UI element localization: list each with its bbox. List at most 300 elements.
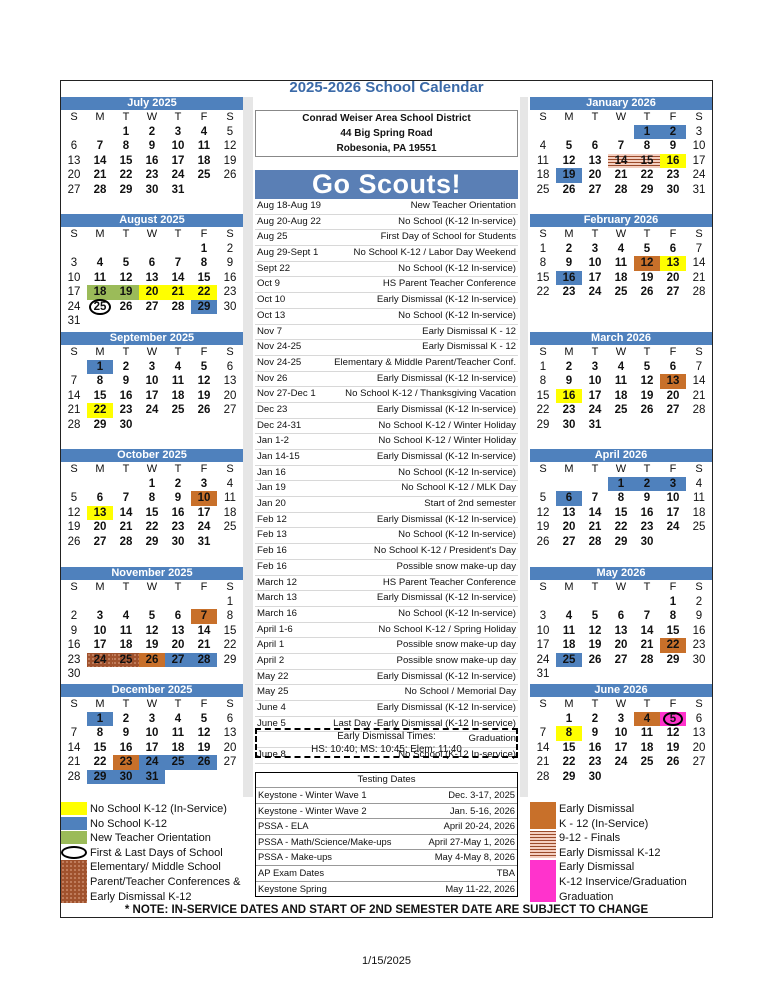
day-cell: 15 [666,624,680,637]
day-cell: 21 [692,389,706,402]
day-cell: 14 [67,389,81,402]
event-row [255,560,518,576]
week-row [61,741,243,756]
weekday-row [61,110,243,125]
weekday-label: F [200,698,208,710]
day-cell: 22 [145,521,159,533]
day-cell: 1 [565,712,573,725]
event-date: Nov 24-25 [257,341,302,353]
week-row [530,403,712,418]
day-cell: 21 [588,521,602,533]
month-header: July 2025 [61,97,243,110]
event-row [255,246,518,262]
event-desc: No School (K-12 In-service) [398,749,516,761]
day-cell: 11 [224,492,236,504]
day-cell: 30 [67,668,81,680]
day-cell: 20 [692,741,706,754]
day-cell: 19 [640,389,654,402]
day-cell: 18 [171,389,185,402]
day-cell [87,667,113,682]
weekday-label: W [146,463,158,475]
day-cell: 10 [588,375,602,387]
event-desc: Start of 2nd semester [424,498,516,510]
month-march-2026 [530,332,712,432]
weekday-label: T [643,463,651,475]
weekday-label: S [226,581,234,593]
week-row [530,506,712,521]
day-cell: 20 [588,169,602,181]
event-desc: Early Dismissal (K-12 In-service) [376,294,516,306]
week-row [61,712,243,727]
day-cell: 18 [119,639,133,651]
weekday-label: T [174,346,182,358]
day-cell: 15 [536,271,550,284]
day-cell: 9 [174,492,182,504]
day-cell: 28 [692,404,706,416]
day-cell: 31 [536,668,550,680]
day-cell: 6 [669,242,677,255]
day-cell [165,242,191,257]
weekday-label: S [226,698,234,710]
day-cell: 8 [226,610,234,622]
weekday-label: F [669,111,677,123]
weekday-label: T [643,346,651,358]
day-cell: 25 [640,756,654,768]
day-cell [556,125,582,140]
day-cell: 15 [119,154,133,167]
day-cell: 30 [692,653,706,666]
legend-item [61,860,251,904]
weekday-label: T [643,698,651,710]
day-cell: 22 [93,756,107,768]
day-cell: 21 [536,756,550,768]
test-name: PSSA - ELA [258,820,309,832]
weekday-label: T [174,228,182,240]
day-cell: 3 [148,360,156,373]
day-cell: 14 [692,257,706,269]
month-october-2025 [61,449,243,549]
day-cell: 7 [70,727,78,739]
day-cell: 14 [119,506,133,519]
day-cell [61,477,87,492]
event-desc: Elementary & Middle Parent/Teacher Conf. [334,356,516,368]
day-cell: 1 [669,595,677,608]
legend-swatch [61,802,87,815]
day-cell: 20 [666,271,680,284]
day-cell: 5 [200,712,208,725]
dismissal-heading: Early Dismissal Times: [337,731,436,742]
weekday-label: W [615,346,627,358]
day-cell: 5 [643,360,651,373]
day-cell: 15 [93,389,107,402]
weekday-label: T [122,463,130,475]
legend-label: Elementary/ Middle School Parent/Teacher Conferences & Early Dismissal K-12 [90,861,241,903]
day-cell: 5 [148,610,156,622]
month-header: June 2026 [530,684,712,697]
day-cell: 3 [660,477,686,492]
week-row [530,609,712,624]
event-row [255,230,518,246]
day-cell: 16 [640,506,654,519]
week-row [530,667,712,682]
day-cell: 5 [660,712,686,727]
week-row [530,741,712,756]
weekday-label: S [70,463,78,475]
day-cell: 6 [556,491,582,506]
day-cell: 21 [165,285,191,300]
weekday-label: F [200,463,208,475]
week-row [530,638,712,653]
event-desc: No School K-12 / Winter Holiday [378,435,516,447]
day-cell: 21 [67,756,81,768]
day-cell: 28 [640,653,654,666]
testing-row [256,803,517,819]
event-date: Nov 27-Dec 1 [257,388,316,400]
day-cell: 3 [70,257,78,269]
day-cell: 23 [666,169,680,181]
day-cell: 29 [145,535,159,548]
day-cell: 26 [666,756,680,768]
day-cell: 24 [692,169,706,181]
day-cell: 10 [191,491,217,506]
weekday-label: T [174,463,182,475]
weekday-label: T [174,111,182,123]
day-cell: 10 [588,257,602,269]
week-row [530,256,712,271]
day-cell: 14 [588,506,602,519]
day-cell: 30 [562,418,576,431]
week-row [530,712,712,727]
day-cell: 19 [197,741,211,754]
day-cell: 2 [634,477,660,492]
day-cell: 9 [695,610,703,622]
day-cell: 12 [634,256,660,271]
day-cell: 22 [640,169,654,181]
day-cell [660,770,686,785]
day-cell: 26 [67,535,81,548]
event-desc: No School K-12 / Winter Holiday [378,419,516,431]
day-cell: 13 [660,374,686,389]
event-date: Oct 13 [257,309,286,321]
weekday-label: W [615,228,627,240]
day-cell: 29 [562,770,576,783]
weekday-label: F [669,346,677,358]
day-cell: 23 [692,639,706,651]
weekday-label: S [539,581,547,593]
day-cell [87,314,113,329]
day-cell: 23 [145,169,159,181]
weekday-label: W [615,581,627,593]
event-row [255,654,518,670]
day-cell: 4 [634,712,660,727]
day-cell [608,770,634,785]
event-row [255,623,518,639]
day-cell [165,770,191,785]
day-cell: 2 [591,712,599,725]
weekday-label: M [564,346,574,358]
legend-swatch [530,831,556,858]
day-cell: 24 [197,521,211,533]
weekday-row [61,580,243,595]
event-row [255,450,518,466]
day-cell: 15 [614,506,628,519]
day-cell: 13 [171,624,185,637]
day-cell: 18 [562,639,576,651]
event-date: Jan 16 [257,466,286,478]
day-cell: 7 [591,492,599,504]
event-desc: No School K-12 / Labor Day Weekend [353,247,516,259]
week-row [61,154,243,169]
address-box [255,110,518,157]
day-cell: 20 [67,169,81,181]
weekday-label: T [643,228,651,240]
weekday-label: M [95,228,105,240]
weekday-label: F [200,581,208,593]
week-row [530,491,712,506]
day-cell: 9 [70,624,78,637]
week-row [61,595,243,610]
day-cell: 20 [666,389,680,402]
day-cell: 2 [660,125,686,140]
day-cell: 8 [617,492,625,504]
test-name: PSSA - Make-ups [258,851,332,863]
event-row [255,434,518,450]
week-row [530,360,712,375]
event-desc: Graduation [468,733,516,745]
weekday-label: T [591,463,599,475]
day-cell [217,418,243,433]
day-cell: 10 [692,140,706,152]
event-date: Feb 16 [257,545,287,557]
day-cell: 12 [588,624,602,637]
day-cell: 29 [93,418,107,431]
weekday-row [61,462,243,477]
district-street: 44 Big Spring Road [340,128,433,139]
day-cell: 28 [119,535,133,548]
week-row [61,609,243,624]
event-date: April 1 [257,639,285,651]
day-cell: 14 [608,154,634,169]
day-cell [686,770,712,785]
day-cell: 4 [226,477,234,490]
day-cell: 3 [695,125,703,138]
day-cell [139,418,165,433]
day-cell [191,770,217,785]
day-cell: 13 [660,256,686,271]
day-cell: 24 [588,404,602,416]
day-cell [139,242,165,257]
day-cell: 6 [617,610,625,622]
day-cell: 20 [223,741,237,754]
event-desc: Possible snow make-up day [396,654,516,666]
weekday-label: M [564,463,574,475]
event-date: Nov 7 [257,325,283,337]
week-row [61,755,243,770]
day-cell: 8 [148,492,156,504]
day-cell: 23 [640,521,654,533]
day-cell: 2 [148,125,156,138]
week-row [61,271,243,286]
district-info [255,110,518,157]
day-cell: 21 [197,639,211,651]
event-desc: Early Dismissal (K-12 In-service) [376,451,516,462]
day-cell: 12 [67,506,81,519]
weekday-label: S [539,463,547,475]
weekday-label: S [70,346,78,358]
day-cell: 23 [119,404,133,416]
day-cell [556,595,582,610]
event-row [255,701,518,717]
day-cell: 17 [171,154,185,167]
day-cell: 10 [171,140,185,152]
day-cell: 12 [562,154,576,167]
footer-date: 1/15/2025 [362,955,411,967]
day-cell: 9 [122,727,130,739]
day-cell: 14 [692,375,706,387]
day-cell: 3 [591,360,599,373]
day-cell: 12 [119,271,133,284]
day-cell: 20 [93,521,107,533]
day-cell: 20 [139,285,165,300]
event-date: May 22 [257,670,289,682]
week-row [530,624,712,639]
weekday-label: M [95,463,105,475]
day-cell: 25 [171,404,185,416]
day-cell [530,125,556,140]
week-row [61,535,243,550]
day-cell: 21 [67,404,81,416]
day-cell: 24 [139,755,165,770]
week-row [530,139,712,154]
event-row [255,591,518,607]
month-november-2025 [61,567,243,682]
day-cell [61,595,87,610]
day-cell: 15 [93,741,107,754]
legend-item [530,802,712,831]
weekday-label: S [695,111,703,123]
weekday-label: W [615,111,627,123]
legend-label: First & Last Days of School [90,846,223,859]
day-cell: 28 [588,535,602,548]
day-cell [113,477,139,492]
day-cell: 23 [588,756,602,768]
day-cell: 31 [171,183,185,196]
weekday-label: S [695,463,703,475]
weekday-label: F [669,698,677,710]
event-date: May 25 [257,686,289,698]
day-cell: 22 [119,169,133,181]
day-cell: 26 [119,300,133,313]
test-name: Keystone Spring [258,882,327,894]
events-list [255,199,518,764]
weekday-label: T [122,111,130,123]
day-cell: 19 [556,168,582,183]
event-row [255,356,518,372]
event-date: Nov 26 [257,372,288,384]
event-date: Feb 13 [257,529,287,541]
week-row [61,770,243,785]
event-date: Aug 29-Sept 1 [257,247,319,259]
day-cell [686,535,712,550]
day-cell: 28 [93,183,107,196]
week-row [530,520,712,535]
day-cell [191,595,217,610]
go-scouts-banner: Go Scouts! [255,170,518,199]
day-cell: 24 [171,169,185,181]
day-cell: 10 [614,727,628,739]
week-row [61,506,243,521]
day-cell: 31 [67,315,81,327]
weekday-label: F [669,581,677,593]
day-cell: 14 [93,154,107,167]
day-cell: 8 [96,727,104,739]
day-cell: 5 [70,492,78,504]
day-cell: 1 [539,242,547,255]
event-row [255,372,518,388]
weekday-label: S [226,111,234,123]
weekday-label: W [615,463,627,475]
day-cell: 28 [536,770,550,783]
day-cell [556,477,582,492]
day-cell: 24 [145,404,159,416]
day-cell: 9 [643,492,651,504]
page-title: 2025-2026 School Calendar [289,79,484,96]
day-cell: 27 [165,653,191,668]
day-cell: 9 [148,140,156,152]
day-cell: 12 [640,375,654,387]
day-cell: 13 [614,624,628,637]
right-divider [520,97,528,797]
week-row [61,667,243,682]
legend-left [61,802,251,904]
day-cell [582,125,608,140]
day-cell: 4 [565,610,573,622]
event-date: Oct 9 [257,278,280,290]
day-cell: 17 [588,389,602,402]
day-cell: 2 [122,360,130,373]
test-dates: April 27-May 1, 2026 [428,835,515,847]
day-cell: 17 [614,741,628,754]
day-cell: 12 [536,506,550,519]
day-cell: 5 [591,610,599,622]
week-row [530,168,712,183]
event-row [255,387,518,403]
day-cell: 9 [122,375,130,387]
day-cell [686,418,712,433]
legend-swatch [61,831,87,844]
day-cell: 22 [223,639,237,651]
event-date: Dec 23 [257,403,288,415]
day-cell: 8 [643,140,651,152]
day-cell: 25 [614,286,628,298]
day-cell [634,418,660,433]
week-row [61,477,243,492]
day-cell: 30 [223,300,237,313]
day-cell: 1 [539,360,547,373]
day-cell: 13 [223,375,237,387]
day-cell: 9 [591,727,599,739]
weekday-row [530,345,712,360]
day-cell: 27 [223,404,237,416]
legend-label: Early Dismissal K - 12 (In-Service) [559,803,649,830]
day-cell: 21 [93,169,107,181]
day-cell: 27 [562,535,576,548]
day-cell: 13 [87,506,113,521]
event-row [255,325,518,341]
district-city: Robesonia, PA 19551 [336,143,437,154]
month-header: September 2025 [61,332,243,345]
day-cell: 29 [119,183,133,196]
